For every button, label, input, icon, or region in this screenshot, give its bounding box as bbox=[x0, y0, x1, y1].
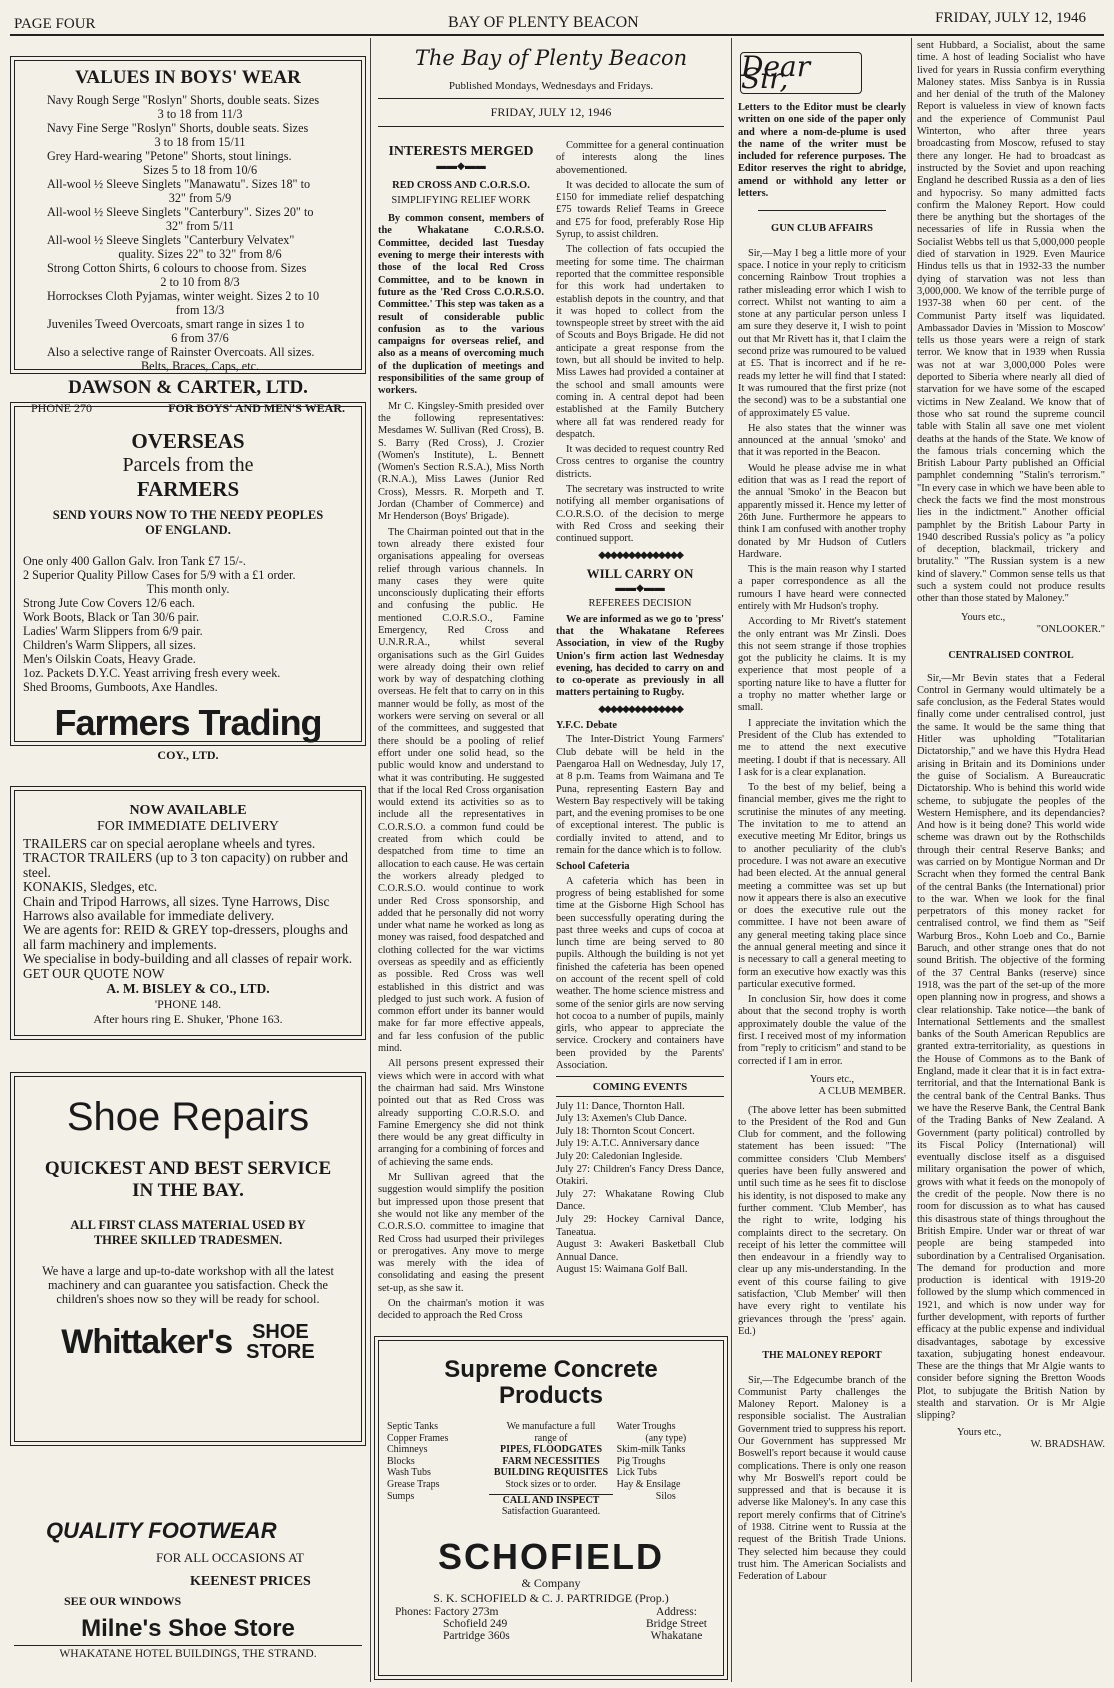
ad-boys-tagline: FOR BOYS' AND MEN'S WEAR. bbox=[168, 401, 345, 415]
ad-concrete-phone: Partridge 360s bbox=[443, 1629, 510, 1642]
article-subhead: REFEREES DECISION bbox=[588, 598, 692, 610]
article-paragraph: The Inter-District Young Farmers' Club debate will be held in the Paengaroa Hall on Wednesday, July 17, at 8 p.m. Teams from Waimana and Te Puna, representing Eastern Bay and Western Bay respectively will be taking part, and the evening promises to be one of exceptional interest. The public is cordially invited to attend, and to remain for the dance which is to follow. bbox=[556, 734, 724, 857]
list-item: Sumps bbox=[387, 1490, 415, 1502]
ad-boys-phone: PHONE 270 bbox=[31, 401, 93, 415]
letter-signature: W. BRADSHAW. bbox=[1030, 1438, 1105, 1450]
events-heading: COMING EVENTS bbox=[592, 1081, 688, 1094]
ad-boys-title: VALUES IN BOYS' WEAR bbox=[75, 67, 301, 88]
ad-line: 32" from 5/11 bbox=[165, 219, 235, 233]
ad-line: All-wool ½ Sleeve Singlets "Manawatu". Sizes 18" to bbox=[47, 177, 311, 191]
ad-line: Juveniles Tweed Overcoats, smart range in sizes 1 to bbox=[47, 317, 305, 331]
ad-farmers-word: FARMERS bbox=[136, 477, 240, 501]
ad-bisley-phone: 'PHONE 148. bbox=[154, 997, 222, 1012]
list-item: Septic Tanks bbox=[387, 1421, 439, 1432]
article-paragraph: It was decided to allocate the sum of £150 for immediate relief despatching £75 towards Relief Teams in Greece and £75 for food, preferably Rose Hip Syrup, to assist children. bbox=[556, 179, 724, 241]
ad-shoe-repairs bbox=[14, 1076, 362, 1442]
ad-line: All-wool ½ Sleeve Singlets "Canterbury Velvatex" bbox=[47, 233, 295, 247]
ad-concrete-props: S. K. SCHOFIELD & C. J. PARTRIDGE (Prop.) bbox=[433, 1590, 669, 1605]
ad-milne-address: WHAKATANE HOTEL BUILDINGS, THE STRAND. bbox=[14, 1645, 362, 1660]
ad-shoe-material: ALL FIRST CLASS MATERIAL USED BY bbox=[70, 1218, 306, 1232]
list-item: July 19: A.T.C. Anniversary dance bbox=[556, 1138, 700, 1150]
ad-milne-prices: KEENEST PRICES bbox=[190, 1574, 311, 1589]
ad-bisley-list bbox=[23, 837, 353, 981]
ad-line: Navy Fine Serge "Roslyn" Shorts, double seats. Sizes bbox=[47, 121, 309, 135]
article-paragraph: Mr C. Kingsley-Smith presided over the following representatives: Mesdames W. Sullivan (Red Cross), B. S. Barry (Red Cross), J. Crozier (Women's Institute), L. Bennett (Women's Section R.S.A.), Miss North (R.N.A.), Miss Lawes (Junior Red Cross), Messrs. R. Morpeth and T. Jordan (Chamber of Commerce) and Mr Henderson (Boys' Brigade). bbox=[378, 400, 544, 523]
list-item: July 11: Dance, Thornton Hall. bbox=[556, 1100, 685, 1112]
ad-bisley-firm: A. M. BISLEY & CO., LTD. bbox=[106, 981, 270, 997]
ad-line: from 13/3 bbox=[175, 303, 225, 317]
list-item: Silos bbox=[655, 1490, 676, 1502]
article-lead: By common consent, members of the Whakatane C.O.R.S.O. Committee, decided last Tuesday evening to merge their interests with those of the local Red Cross Committee, and to be known in future as the 'Red Cross C.O.R.S.O. Committee.' This step was taken as a result of considerable public confusion as to the various campaigns for overseas relief, and also as a means of overcoming much of the duplication of meetings and responsibilities of the same group of workers. bbox=[378, 213, 544, 397]
ad-line: We specialise in body-building and all classes of repair work. GET OUR QUOTE NOW bbox=[23, 951, 353, 981]
article-paragraph: Committee for a general continuation of interests along the lines abovementioned. bbox=[556, 140, 724, 176]
article-paragraph: The secretary was instructed to write notifying all member organisations of C.O.R.S.O. of the decision to merge with Red Cross and seeking their continued support. bbox=[556, 484, 724, 545]
article-paragraph: In conclusion Sir, how does it come about that the second trophy is worth approximately double the value of the first. I received most of my information from "reply to criticism" and stand to be corrected if I am in error. bbox=[738, 994, 906, 1067]
ad-line: 6 from 37/6 bbox=[171, 331, 229, 345]
article-paragraph: I appreciate the invitation which the President of the Club has extended to me to attend the next executive meeting. I doubt if that is necessary. All I ask for is a clear explanation. bbox=[738, 717, 906, 778]
ad-line: Belts, Braces, Caps, etc. bbox=[140, 359, 260, 373]
ad-shoe-word: SHOE bbox=[252, 1321, 309, 1343]
ad-concrete-products: Products bbox=[498, 1382, 603, 1409]
ad-line: One only 400 Gallon Galv. Iron Tank £7 15/-. bbox=[23, 554, 246, 568]
list-item: July 29: Hockey Carnival Dance, Taneatua. bbox=[556, 1214, 724, 1238]
article-headline: Y.F.C. Debate bbox=[556, 720, 617, 732]
list-item: Copper Frames bbox=[387, 1432, 449, 1444]
ad-concrete-phone: Phones: Factory 273m bbox=[395, 1605, 499, 1618]
article-subhead: SIMPLIFYING RELIEF WORK bbox=[391, 194, 531, 206]
letter-signoff: Yours etc., bbox=[961, 611, 1006, 623]
ad-line: Strong Jute Cow Covers 12/6 each. bbox=[23, 596, 195, 610]
list-item: August 15: Waimana Golf Ball. bbox=[556, 1264, 688, 1276]
dear-sir-logo: Dear Sir, bbox=[740, 52, 862, 94]
ad-concrete-title: Supreme Concrete bbox=[444, 1356, 658, 1383]
list-item: Satisfaction Guaranteed. bbox=[501, 1506, 601, 1518]
ad-boys-list bbox=[47, 93, 353, 373]
list-item: Blocks bbox=[387, 1455, 415, 1467]
masthead-title: BAY OF PLENTY BEACON bbox=[448, 14, 639, 31]
ad-concrete-address: Whakatane bbox=[650, 1629, 703, 1642]
ad-line: 1oz. Packets D.Y.C. Yeast arriving fresh every week. bbox=[23, 666, 281, 680]
article-subhead: RED CROSS AND C.O.R.S.O. bbox=[392, 179, 530, 191]
column-rule bbox=[370, 38, 371, 1682]
ad-concrete-left bbox=[387, 1421, 485, 1518]
list-item: PIPES, FLOODGATES bbox=[499, 1444, 603, 1456]
ad-shoe-quickest: QUICKEST AND BEST SERVICE bbox=[44, 1158, 332, 1179]
letter-signature: "ONLOOKER." bbox=[1036, 623, 1105, 635]
article-paragraph: The collection of fats occupied the meeting for some time. The chairman reported that the committee responsible for this work had undertaken to establish depots in the country, and that it was hoped to collect from the townspeople street by street with the aid of Scouts and Boys Brigade. He did not anticipate a great response from the town, but all should be invited to help. Miss Lawes had provided a container at the school and small amounts were coming in. A central depot had been established at the Family Butchery where all fat was rendered ready for despatch. bbox=[556, 244, 724, 440]
article-paragraph: Sir,—May I beg a little more of your space. I notice in your reply to criticism concerning Rainbow Trout trophies a rather misleading error which I wish to correct. Whilst not wanting to aim a stone at any particular person unless I am sure they deserve it, I wish to point out that Mr Rivett has it, that I claim the second prize was rumoured to be valued at £5. That is incorrect and if he re-reads my letter he will find that I stated: It was rumoured that the first prize (not the second) was to be a substantial one of approximately £5 value. bbox=[738, 247, 906, 419]
list-item: Water Troughs bbox=[616, 1421, 676, 1432]
list-item: Stock sizes or to order. bbox=[505, 1478, 597, 1490]
column-letters-continued bbox=[917, 40, 1105, 1680]
paper-publication: Published Mondays, Wednesdays and Fridays. bbox=[448, 80, 654, 92]
article-paragraph: Sir,—The Edgecumbe branch of the Communist Party challenges the Maloney Report. Maloney is a responsible socialist. The Australian Government tried to suppress his report. Our Government has suppressed Mr Boswell's report because it would cause complications. There is only one reason why Mr Boswell's report could be suppressed and that is because it is adverse like Maloney's. In any case this report merely confirms that of Citrine's of 1938. Citrine went to Russia at the request of the British Trade Unions. They selected him because they could trust him. The American Socialists and Federation of Labour bbox=[738, 1374, 906, 1583]
ad-milne-shoe-store bbox=[14, 1508, 362, 1680]
ad-farmers-list bbox=[23, 554, 353, 694]
ad-line: KONAKIS, Sledges, etc. bbox=[23, 879, 158, 895]
letter-signature: A CLUB MEMBER. bbox=[818, 1086, 906, 1098]
list-item: range of bbox=[534, 1432, 568, 1444]
column-news: Committee for a general continuation of interests along the lines abovementioned. It was decided to allocate the sum of £150 for immediate relief despatching £75 towards Relief Teams in Greece and £75 for food, preferably Rose Hip Syrup, to assist children. The collection of fats occupied the meeting for some time. The chairman reported that the committee responsible for this work had undertaken to establish depots in the country, and that it was hoped to collect from the townspeople street by street with the aid of Scouts and Boys Brigade. He did not anticipate a great response from the town, but all should be invited to help. Miss Lawes had provided a container at the school and small amounts were coming in. A central depot had been established at the Family Butchery where all fat was rendered ready for despatch. It was decided to request country Red Cross centres to organise the country districts. The secretary was instructed to write notifying all member organisations of C.O.R.S.O. of the decision to merge with Red Cross and seeking their continued support. ◆◆◆◆◆◆◆◆◆◆◆◆◆◆ WILL CARRY ON ▬▬◆▬▬ REFEREES DECISION We are informed as we go to 'press' that the Whakatane Referees Association, in view of the Rugby Union's firm action last Wednesday evening, has decided to carry on and to co-operate as previously in all matters pertaining to Rugby. ◆◆◆◆◆◆◆◆◆◆◆◆◆◆ Y.F.C. Debate The Inter-District Young Farmers' Club debate will be held in the Paengaroa Hall on Wednesday, July 17, at 8 p.m. Teams from Waimana and Te Puna, representing Eastern Bay and Western Bay respectively will be taking part, and the evening promises to be one of exceptional interest. The public is cordially invited to attend, and to remain for the dance which is to follow. School Cafeteria A cafeteria which has been in progress of being established for some time at the Gisborne High School has been successfully operating during the past three weeks and cups of cocoa at lunch time are being served to 80 pupils. Although the building is not yet finished the cafeteria has been opened on account of the recent spell of cold weather. The home science mistress and some of the senior girls are now serving hot cocoa to a number of pupils, mainly girls, who appear to appreciate the service. Crockery and containers have been provided by the Parents' Association. COMING EVENTS July 11: Dance, Thornton Hall. July 13: Axemen's Club Dance. July 18: Thornton Scout Concert. July 19: A.T.C. Anniversary dance July 20: Caledonian Ingleside. July 27: Children's Fancy Dress Dance, Otakiri. July 27: Whakatane Rowing Club Dance. July 29: Hockey Carnival Dance, Taneatua. August 3: Awakeri Basketball Club Annual Dance. August 15: Waimana Golf Ball. bbox=[556, 140, 724, 1276]
ad-line: Strong Cotton Shirts, 6 colours to choose from. Sizes bbox=[47, 261, 307, 275]
list-item: August 3: Awakeri Basketball Club Annual Dance. bbox=[556, 1239, 724, 1263]
article-headline: School Cafeteria bbox=[556, 861, 630, 873]
ad-line: Work Boots, Black or Tan 30/6 pair. bbox=[23, 610, 199, 624]
ad-shoe-brand: Whittaker's bbox=[61, 1322, 233, 1361]
editor-note: (The above letter has been submitted to the President of the Rod and Gun Club for comment, and the following statement has been issued: "The committee considers 'Club Members' queries have been fully answered and until such time as he sees fit to disclose his identity, is not disposed to make any further comment. 'Club Member', has the right to write, lodging his complaints direct to the secretary. On receipt of his letter the committee will then endeavour in a friendly way to clear up any mis-understanding. In the event of this course failing to give satisfaction, 'Club Member' will then have every right to ventilate his grievances through the 'press' again. Ed.) bbox=[738, 1104, 906, 1337]
ad-concrete-brand: SCHOFIELD bbox=[437, 1535, 664, 1577]
paper-header bbox=[378, 42, 724, 127]
ad-store-word: STORE bbox=[246, 1341, 315, 1363]
article-headline: INTERESTS MERGED bbox=[388, 144, 534, 159]
ad-line: Horrockses Cloth Pyjamas, winter weight. Sizes 2 to 10 bbox=[47, 289, 320, 303]
ad-line: Chain and Tripod Harrows, all sizes. Tyne Harrows, Disc Harrows also available for immediate delivery. bbox=[23, 893, 330, 924]
list-item: Lick Tubs bbox=[616, 1467, 657, 1479]
article-paragraph: He also states that the winner was announced at the annual 'smoko' and that it was reported in the Beacon. bbox=[738, 422, 906, 459]
ad-farmers-send: SEND YOURS NOW TO THE NEEDY PEOPLES bbox=[52, 508, 324, 522]
ad-supreme-concrete bbox=[378, 1340, 724, 1676]
ad-line: 3 to 18 from 15/11 bbox=[154, 135, 246, 149]
article-paragraph: A cafeteria which has been in progress of being established for some time at the Gisborne High School has been successfully operating during the past three weeks and cups of cocoa at lunch time are being served to 80 pupils. Although the building is not yet finished the cafeteria has been opened on account of the recent spell of cold weather. The home science mistress and some of the senior girls are now serving hot cocoa to a number of pupils, mainly girls, who appear to appreciate the service. Crockery and containers have been provided by the Parents' Association. bbox=[556, 875, 724, 1072]
ad-line: Ladies' Warm Slippers from 6/9 pair. bbox=[23, 624, 203, 638]
ad-milne-windows: SEE OUR WINDOWS bbox=[64, 1594, 182, 1608]
article-headline: THE MALONEY REPORT bbox=[762, 1350, 882, 1362]
ad-farmers-send2: OF ENGLAND. bbox=[145, 523, 231, 537]
paper-date: FRIDAY, JULY 12, 1946 bbox=[490, 105, 612, 119]
ad-concrete-right bbox=[617, 1421, 715, 1518]
list-item: Pig Troughs bbox=[616, 1455, 666, 1467]
ad-milne-title: QUALITY FOOTWEAR bbox=[46, 1518, 277, 1543]
masthead-rule bbox=[10, 34, 1104, 36]
masthead-date: FRIDAY, JULY 12, 1946 bbox=[935, 10, 1086, 26]
ad-boys-wear bbox=[14, 60, 362, 415]
article-paragraph: On the chairman's motion it was decided to approach the Red Cross bbox=[378, 1298, 544, 1322]
article-paragraph: Sir,—Mr Bevin states that a Federal Control in Germany would ultimately be a safe conclusion, as the Federal States would finally come under centralised control, just the same. It would be the same thing that Hitler was upholding "Totalitarian Dictatorship," and we have this Hydra Head arising in Britain and its Dominions under the guise of Socialism. A Bureaucratic Dictatorship. Who is behind this world wide scheme, to subjugate the peoples of the Western Hemisphere, and its dependancies? And how is it being done? This world wide scheme was drawn out by the Rothschilds through their central Reserve Banks; and was carried on by Montigue Norman and Dr Scracht when they formed the central Bank of the central Banks (the International) prior to the war. When we look for the final perpetrators of this money racket for centralised control, we find them as "Seif Warburg Bros., Kohn Loeb and Co., Barnie Baruch, and other strange ones that do not sound British. The objective of the forming of the 37 Central Banks (reserve) since 1918, was the part of the set-up of the more open planning now in progress, and shows a clear relationship. Take notice—the bank of International Settlements and the smallest banks of the South American Republics are granted extra-territoriality, as questions in the House of Commons as to the Bank of England, made it clear that it is in fact extra-territorial, and that the International Bank is the central bank of the Central Banks. Thus we have the Reserve Bank, the Central Bank of the Trading Banks of New Zealand. A Government (party political) controlled by its Fiscal Policy (International) will eventually disclose itself as a disguised military organisation the power of which, grows with what it feeds on the monopoly of the credit of the people. Now there is no room for discussion as to what has caused this disastrous state of things throughout the British Empire. Under war or threat of war people are being stampeded into subordination by a Centralised Organisation. The demand for production and more production is identical with 1919-20 followed by the slump which commenced in 1921, and which is now under way for further development, with reports of further efficacy at the public expense and individual disadvantages, sabotage by excessive taxation, subjugating honest endeavour. These are the things that Mr Algie wants to consider before signing the Bretton Woods Plot, to subjugate the British Nation by stealth and starvation. Or is Mr Algie slipping? bbox=[917, 672, 1105, 1422]
ad-bisley bbox=[14, 790, 362, 1036]
ad-farmers-trading bbox=[14, 406, 362, 762]
column-interests-merged: INTERESTS MERGED ▬▬◆▬▬ RED CROSS AND C.O.R.S.O. SIMPLIFYING RELIEF WORK By common consent, members of the Whakatane C.O.R.S.O. Committee, decided last Tuesday evening to merge their interests with those of the local Red Cross Committee, and to be known in future as the 'Red Cross C.O.R.S.O. Committee.' This step was taken as a result of considerable public confusion as to the various campaigns for overseas relief, and also as a means of overcoming much of the duplication of meetings and responsibilities of the same group of workers. Mr C. Kingsley-Smith presided over the following representatives: Mesdames W. Sullivan (Red Cross), B. S. Barry (Red Cross), J. Crozier (Women's Institute), L. Bennett (Women's Section R.S.A.), Miss North (R.N.A.), Miss Lawes (Junior Red Cross), Messrs. R. Morpeth and T. Jordan (Chamber of Commerce) and Mr Henderson (Boys' Brigade). The Chairman pointed out that in the town already there existed four organisations appealing for overseas relief through various channels. In many cases they were quite unconsciously duplicating their efforts and confusing the public. He mentioned C.O.R.S.O., Famine Emergency, Red Cross and U.N.R.R.A., whilst several organisations such as the Girl Guides were already doing their own relief work by way of despatching clothing overseas. He felt that to carry on in this manner would be folly, as most of the workers were serving on several or all of the committees, and suggested that there should be a pooling of relief effort under one solid head, so the public would know and understand to what it was contributing. He suggested that if the local Red Cross organisation would extend its activities so as to include all the representatives in C.O.R.S.O. a common fund could be created from which could be despatched from time to time an allocation to each cause. He was certain the workers already pledged to C.O.R.S.O. would continue to work under Red Cross sponsorship, and added that he personally did not worry under what name he worked as long as money was raised, food despatched and clothing collected for the war victims overseas as speedily and as efficiently as possible. Red Cross was well established in this district and was pledged to just such work. A fusion of common effort under its banner would make for far more effective appeals, and far less confusion of the public mind. All persons present expressed their views which were in accord with what the chairman had said. Mrs Winstone pointed out that as Red Cross was already supporting C.O.R.S.O. and Famine Emergency she did not think there would be any great difficulty in arranging for a combining of forces and of achieving the same ends. Mr Sullivan agreed that the suggestion would simplify the position but impressed upon those present that she would not like any member of the C.O.R.S.O. committee to imagine that Red Cross had usurped their privileges or prerogatives. Any move to merge was merely with the idea of consolidating and easing the present set-up, as she saw it. On the chairman's motion it was decided to approach the Red Cross bbox=[378, 144, 544, 1322]
ad-line: TRACTOR TRAILERS (up to 3 ton capacity) on rubber and steel. bbox=[23, 850, 348, 880]
ad-line: Grey Hard-wearing "Petone" Shorts, stout linings. bbox=[47, 149, 292, 163]
page-masthead bbox=[0, 6, 1114, 36]
ad-line: Shed Brooms, Gumboots, Axe Handles. bbox=[23, 680, 218, 694]
list-item: Hay & Ensilage bbox=[616, 1478, 681, 1490]
list-item: Chimneys bbox=[387, 1444, 428, 1456]
list-item: BUILDING REQUISITES bbox=[493, 1467, 609, 1479]
article-paragraph: To the best of my belief, being a financial member, gives me the right to scrutinise the minutes of any meeting. The invitation to me to attend an executive meeting Mr Editor, brings us to another peculiarity of the club's procedure. I was not aware an executive had been elected. At the annual general meeting a committee was set up but now it appears there is also an executive or does the executive rule out the committee. I have not been aware of any general meeting taking place since the annual general meeting and since it is necessary to call a general meeting to form an executive how exactly was this particular executive formed. bbox=[738, 782, 906, 990]
list-item: (any type) bbox=[645, 1432, 687, 1444]
list-item: July 18: Thornton Scout Concert. bbox=[556, 1125, 695, 1137]
ad-line: 2 to 10 from 8/3 bbox=[160, 275, 240, 289]
ad-boys-firm: DAWSON & CARTER, LTD. bbox=[68, 377, 308, 398]
list-item: Wash Tubs bbox=[387, 1467, 431, 1479]
ad-concrete-phone: Schofield 249 bbox=[443, 1617, 508, 1630]
page-number: PAGE FOUR bbox=[14, 16, 96, 32]
ad-concrete-company: & Company bbox=[521, 1575, 581, 1590]
ad-line: We are agents for: REID & GREY top-dressers, ploughs and all farm machinery and implements. bbox=[23, 922, 348, 952]
ad-line: Navy Rough Serge "Roslyn" Shorts, double seats. Sizes bbox=[47, 93, 320, 107]
ad-line: This month only. bbox=[146, 582, 230, 596]
ad-bisley-delivery: FOR IMMEDIATE DELIVERY bbox=[97, 819, 279, 834]
ad-farmers-parcels: Parcels from the bbox=[122, 454, 254, 476]
article-headline: GUN CLUB AFFAIRS bbox=[771, 223, 873, 235]
ad-concrete-mid bbox=[489, 1421, 614, 1518]
ad-concrete-address: Bridge Street bbox=[646, 1617, 707, 1630]
article-headline: WILL CARRY ON bbox=[586, 565, 694, 581]
article-paragraph: Would he please advise me in what edition that was as I read the report of the annual 'Smoko' in the Beacon but apparently missed it. Hence my letter of 26th June. Furthermore he appears to think I am confused with another trophy donated by Mr Hudson of Cutlers Hardware. bbox=[738, 462, 906, 560]
column-rule bbox=[731, 38, 732, 1682]
ad-line: Men's Oilskin Coats, Heavy Grade. bbox=[23, 652, 196, 666]
ad-line: Also a selective range of Rainster Overcoats. All sizes. bbox=[47, 345, 315, 359]
list-item: CALL AND INSPECT bbox=[489, 1494, 614, 1507]
ad-milne-brand: Milne's Shoe Store bbox=[81, 1615, 295, 1642]
article-paragraph: Mr Sullivan agreed that the suggestion would simplify the position but impressed upon those present that she would not like any member of the C.O.R.S.O. committee to imagine that Red Cross had usurped their privileges or prerogatives. Any move to merge was merely with the idea of consolidating and easing the present set-up, as she saw it. bbox=[378, 1172, 544, 1294]
article-paragraph: sent Hubbard, a Socialist, about the same time. A host of leading Socialist who have lived for years in Russia confirm everything Maloney states. Miss Sanbya is in Russia and her denial of the truth of the Maloney Report is valueless in view of known facts and the experience of Communist Paul Winterton, who after three years broadcasting from Moscow, refused to stay there any longer. He had to broadcast as instructed by the Soviet and upon reaching England he described Russia as a den of lies and hypocrisy. So many admitted facts confirm the Maloney Report. How could there be anything but the shortages of the necessaries of life in Russia when the Socialist Webbs tell us that 5,000,000 people died of starvation in 1929. Even Maurice Hindus tells us that in 1932-33 the number dying of starvation was not less than 3,000,000. We know of the terrible purge of 1937-38 when 60 per cent. of the Communist Party itself was liquidated. Ambassador Davies in 'Mission to Moscow' tells us those years were a reign of stark terror. We know that in 1939 when Russia was not at war 3,000,000 Poles were deported to Siberia where nearly all died of starvation for we have some of the escaped victims in New Zealand. We know that of those who sat round the supreme council table with Stalin all save one met violent deaths at the hands of the State. We know of the famous trials concerning which the British Labour Party published an Official pamphlet condemning "Stalin's terrorism." "In every case in which we have been able to check the facts we find the most monstrous lies in the indictment." Another official pamphlet by the British Labour Party in 1940 described Russia's policy as "a policy of deception, blackmail, trickery and brutality." "The Russian system is a new kind of slavery." Common sense tells us that such a system could not produce results other than those stated by Maloney." bbox=[917, 40, 1105, 605]
ad-line: Children's Warm Slippers, all sizes. bbox=[23, 638, 196, 652]
ad-milne-occasions: FOR ALL OCCASIONS AT bbox=[156, 1550, 304, 1565]
column-letters bbox=[738, 46, 906, 1680]
article-lead: We are informed as we go to 'press' that the Whakatane Referees Association, in view of the Rugby Union's firm action last Wednesday evening, has decided to carry on and to co-operate as previously in all matters pertaining to Rugby. bbox=[556, 613, 724, 699]
ad-line: quality. Sizes 22" to 32" from 8/6 bbox=[118, 247, 282, 261]
list-item: Grease Traps bbox=[387, 1478, 440, 1490]
list-item: July 20: Caledonian Ingleside. bbox=[556, 1151, 683, 1163]
ad-line: 3 to 18 from 11/3 bbox=[157, 107, 243, 121]
ad-line: 2 Superior Quality Pillow Cases for 5/9 with a £1 order. bbox=[23, 568, 296, 582]
letter-signoff: Yours etc., bbox=[809, 1073, 855, 1085]
list-item: Skim-milk Tanks bbox=[616, 1444, 686, 1456]
ad-line: Sizes 5 to 18 from 10/6 bbox=[142, 163, 258, 177]
events-list bbox=[556, 1101, 724, 1277]
list-item: We manufacture a full bbox=[506, 1421, 596, 1432]
ad-bisley-available: NOW AVAILABLE bbox=[129, 803, 247, 818]
paper-title: The Bay of Plenty Beacon bbox=[414, 46, 688, 70]
ad-farmers-brand: Farmers Trading bbox=[54, 702, 322, 743]
article-paragraph: This is the main reason why I started a paper correspondence as all the rumours I have heard were connected entirely with Mr Hudson's trophy. bbox=[738, 564, 906, 612]
article-headline: CENTRALISED CONTROL bbox=[948, 650, 1074, 662]
article-paragraph: According to Mr Rivett's statement the only entrant was Mr Zinsli. Does this not seem strange if those trophies got the publicity he claims. It is my experience that most people of a sporting nature like to have a flutter for a trophy no matter whether large or small. bbox=[738, 616, 906, 714]
ad-shoe-tradesmen: THREE SKILLED TRADESMEN. bbox=[93, 1233, 283, 1247]
list-item: FARM NECESSITIES bbox=[502, 1455, 600, 1467]
list-item: July 27: Children's Fancy Dress Dance, Otakiri. bbox=[556, 1163, 724, 1188]
ad-line: All-wool ½ Sleeve Singlets "Canterbury". Sizes 20" to bbox=[47, 205, 314, 219]
list-item: July 13: Axemen's Club Dance. bbox=[556, 1113, 687, 1125]
list-item: July 27: Whakatane Rowing Club Dance. bbox=[556, 1188, 724, 1213]
ad-farmers-overseas: OVERSEAS bbox=[131, 429, 245, 453]
ad-shoe-body: We have a large and up-to-date workshop with all the latest machinery and can guarantee you satisfaction. Check the children's shoes now so they will be ready for school. bbox=[42, 1264, 334, 1306]
ad-farmers-coy: COY., LTD. bbox=[157, 748, 219, 762]
ad-bisley-after: After hours ring E. Shuker, 'Phone 163. bbox=[93, 1012, 283, 1027]
column-rule bbox=[911, 38, 912, 1682]
article-paragraph: The Chairman pointed out that in the town already there existed four organisations appealing for overseas relief through various channels. In many cases they were quite unconsciously duplicating their efforts and confusing the public. He mentioned C.O.R.S.O., Famine Emergency, Red Cross and U.N.R.R.A., whilst several organisations such as the Girl Guides were already doing their own relief work by way of despatching clothing overseas. He felt that to carry on in this manner would be folly, as most of the workers were serving on several or all of the committees, and suggested that there should be a pooling of relief effort under one solid head, so the public would know and understand to what it was contributing. He suggested that if the local Red Cross organisation would extend its activities so as to include all the representatives in C.O.R.S.O. a common fund could be created from which could be despatched from time to time an allocation to each cause. He was certain the workers already pledged to C.O.R.S.O. would continue to work under Red Cross sponsorship, and added that he personally did not worry under what name he worked as long as money was raised, food despatched and clothing collected for the war victims overseas as speedily and as efficiently as possible. Red Cross was well established in this district and was pledged to just such work. A fusion of common effort under its banner would make for far more effective appeals, and far less confusion of the public mind. bbox=[378, 526, 544, 1055]
ad-shoe-title: Shoe Repairs bbox=[66, 1095, 310, 1139]
ad-concrete-address: Address: bbox=[656, 1605, 697, 1618]
article-paragraph: All persons present expressed their views which were in accord with what the chairman had said. Mrs Winstone pointed out that as Red Cross was already supporting C.O.R.S.O. and Famine Emergency she did not think there would be any great difficulty in arranging for a combining of forces and of achieving the same ends. bbox=[378, 1058, 544, 1168]
ad-line: 32" from 5/9 bbox=[168, 191, 232, 205]
letter-signoff: Yours etc., bbox=[957, 1426, 1002, 1438]
ad-line: TRAILERS car on special aeroplane wheels and tyres. bbox=[23, 836, 316, 851]
ad-shoe-bay: IN THE BAY. bbox=[132, 1180, 244, 1201]
letters-note: Letters to the Editor must be clearly written on one side of the paper only and where a nom-de-plume is used the name of the writer must be included for reference purposes. The Editor reserves the right to abridge, amend or withhold any letter or letters. bbox=[738, 102, 906, 200]
article-paragraph: It was decided to request country Red Cross centres to organise the country districts. bbox=[556, 444, 724, 480]
